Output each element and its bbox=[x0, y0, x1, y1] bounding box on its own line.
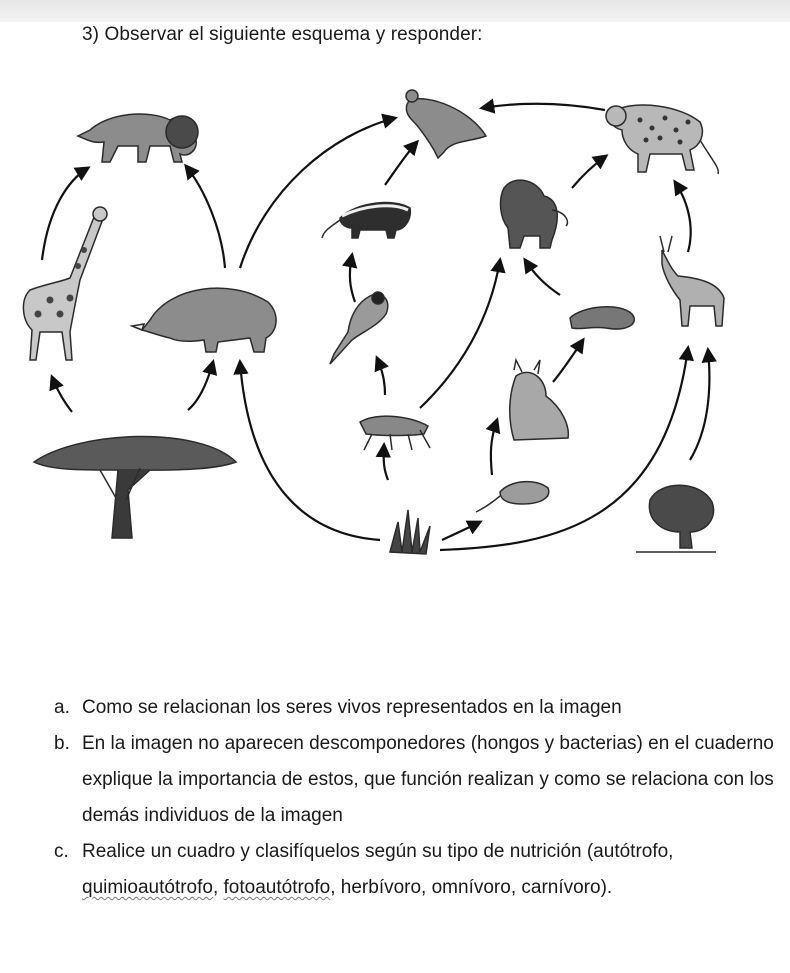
shrub-illustration bbox=[636, 485, 716, 552]
grasshopper-illustration bbox=[360, 416, 430, 450]
question-letter: c. bbox=[54, 841, 69, 862]
grass-illustration bbox=[390, 510, 430, 554]
question-c bbox=[54, 834, 774, 906]
rhinoceros-illustration bbox=[132, 288, 276, 352]
vulture-illustration bbox=[406, 90, 486, 158]
spellcheck-term: quimioautótrofo bbox=[82, 877, 213, 898]
questions-list bbox=[54, 690, 774, 906]
question-text: En la imagen no aparecen descomponedores (hongos y bacterias) en el cuaderno explique la importancia de estos, que función realizan y como se relaciona con los demás individuos de la imagen bbox=[82, 733, 774, 826]
top-band bbox=[0, 0, 790, 22]
spellcheck-term: fotoautótrofo bbox=[223, 877, 331, 898]
baboon-illustration bbox=[501, 180, 568, 248]
honey-badger-illustration bbox=[322, 203, 410, 238]
question-text-start: Realice un cuadro y clasifíquelos según su tipo de nutrición (autótrofo, bbox=[82, 841, 674, 862]
snake-illustration bbox=[570, 307, 634, 329]
mouse-illustration bbox=[476, 482, 549, 512]
question-text: Como se relacionan los seres vivos representados en la imagen bbox=[82, 697, 622, 718]
giraffe-illustration bbox=[23, 207, 107, 360]
acacia-tree-illustration bbox=[34, 436, 236, 538]
question-b bbox=[54, 726, 774, 834]
food-web-diagram bbox=[0, 70, 790, 590]
question-letter: a. bbox=[54, 697, 70, 718]
shrike-bird-illustration bbox=[330, 292, 388, 364]
question-text-separator: , bbox=[212, 877, 224, 898]
question-text-end: , herbívoro, omnívoro, carnívoro). bbox=[330, 877, 613, 898]
antelope-illustration bbox=[660, 236, 724, 326]
question-a bbox=[54, 690, 774, 726]
cheetah-illustration bbox=[606, 105, 718, 174]
question-letter: b. bbox=[54, 733, 70, 754]
page-title: 3) Observar el siguiente esquema y responder: bbox=[82, 24, 483, 45]
lion-illustration bbox=[78, 114, 198, 162]
